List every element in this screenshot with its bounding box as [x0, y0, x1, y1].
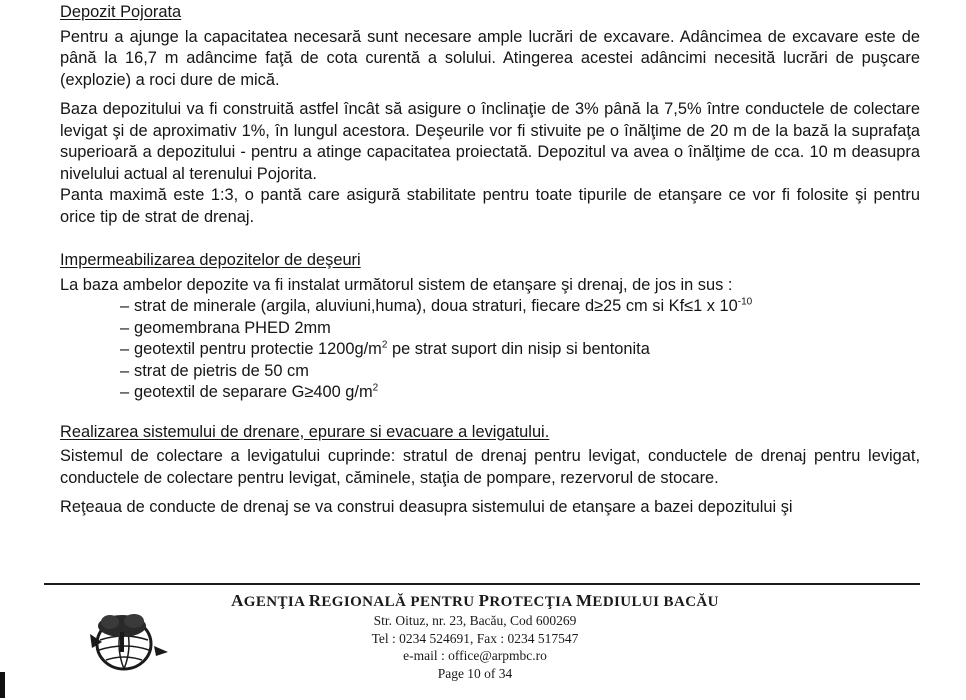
- agency-name: AGENŢIA REGIONALĂ PENTRU PROTECŢIA MEDIULUI BACĂU: [231, 591, 719, 610]
- page-number: Page 10 of 34: [437, 665, 513, 681]
- paragraph: Panta maximă este 1:3, o pantă care asigură stabilitate pentru toate tipurile de etanşare ce vor fi folosite şi pentru orice tip de strat de drenaj.: [60, 186, 920, 226]
- sealing-layers-list: [60, 296, 920, 404]
- agency-address: Str. Oituz, nr. 23, Bacău, Cod 600269: [373, 613, 577, 628]
- list-item: – strat de pietris de 50 cm: [120, 361, 309, 380]
- agency-contact: [220, 591, 730, 682]
- list-item: – geomembrana PHED 2mm: [120, 318, 331, 337]
- agency-logo-icon: [84, 604, 174, 676]
- agency-email: e-mail : office@arpmbc.ro: [403, 648, 547, 663]
- footer-divider: [44, 583, 920, 585]
- page-content: [60, 2, 920, 527]
- paragraph: Sistemul de colectare a levigatului cuprinde: stratul de drenaj pentru levigat, conductele de drenaj pentru levigat, conductele de colectare pentru levigat, căminele, staţia de pompare, rezervorul de stocare.: [60, 447, 920, 487]
- scan-edge-mark: [0, 672, 5, 698]
- paragraph: Baza depozitului va fi construită astfel încât să asigure o înclinaţie de 3% până la 7,5% între conductele de colectare levigat şi de aproximativ 1%, în lungul acestora. Deşeurile vor fi stivuite pe o înălţime de 20 m de la bază la suprafaţa superioară a depozitului - pentru a atinge capacitatea proiectată. Depozitul va avea o înălţime de cca. 10 m deasupra nivelului actual al terenului Pojorita.: [60, 100, 920, 183]
- agency-phone: Tel : 0234 524691, Fax : 0234 517547: [371, 630, 579, 646]
- section-title-drenare: Realizarea sistemului de drenare, epurare si evacuare a levigatului.: [60, 422, 550, 441]
- list-item: – strat de minerale (argila, aluviuni,huma), doua straturi, fiecare d≥25 cm si Kf≤1 x $10^{-10}$: [120, 296, 753, 315]
- paragraph: La baza ambelor depozite va fi instalat următorul sistem de etanşare şi drenaj, de jos in sus :: [60, 275, 733, 294]
- list-item: – geotextil pentru protectie $1200g/m^2$ pe strat suport din nisip si bentonita: [120, 339, 650, 358]
- section-title-impermeabilizare: Impermeabilizarea depozitelor de deşeuri: [60, 251, 361, 269]
- paragraph: Reţeaua de conducte de drenaj se va construi deasupra sistemului de etanşare a bazei depozitului şi: [60, 498, 793, 516]
- list-item: – geotextil de separare G≥400 $g/m^2$: [120, 382, 379, 401]
- section-title-depozit: Depozit Pojorata: [60, 3, 182, 21]
- paragraph: Pentru a ajunge la capacitatea necesară sunt necesare ample lucrări de excavare. Adâncimea de excavare este de până la 16,7 m adâncime faţă de cota curentă a solului. Atingerea acestei adâncimi necesită lucrări de puşcare (explozie) a roci dure de mică.: [60, 27, 920, 89]
- page-footer: [0, 588, 966, 700]
